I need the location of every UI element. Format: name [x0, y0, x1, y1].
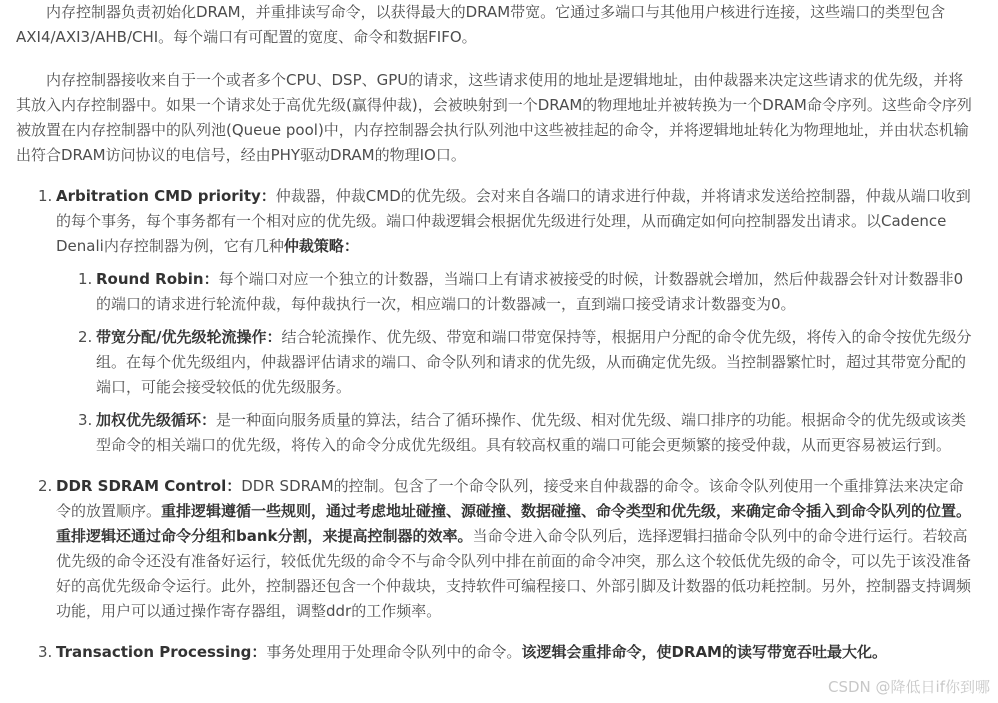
- sub-text: 结合轮流操作、优先级、带宽和端口带宽保持等，根据用户分配的命令优先级，将传入的命令按优先级分组。在每个优先级组内，仲裁器评估请求的端口、命令队列和请求的优先级，从而确定优先级。当控制器繁忙时，超过其带宽分配的端口，可能会接受较低的优先级服务。: [96, 328, 972, 396]
- item-bold-mid: 重排逻辑遵循一些规则，通过考虑地址碰撞、源碰撞、数据碰撞、命令类型和优先级，来确定命令插入到命令队列的位置。重排逻辑还通过命令分组和bank分割，来提高控制器的效率。: [56, 502, 972, 545]
- list-number: 3.: [38, 643, 53, 661]
- list-number: 1.: [38, 187, 53, 205]
- watermark: CSDN @降低日if你到哪: [828, 678, 990, 696]
- intro-paragraph-2: 内存控制器接收来自于一个或者多个CPU、DSP、GPU的请求，这些请求使用的地址是逻辑地址，由仲裁器来决定这些请求的优先级，并将其放入内存控制器中。如果一个请求处于高优先级(赢得仲裁)，会被映射到一个DRAM的物理地址并被转换为一个DRAM命令序列。这些命令序列被放置在内存控制器中的队列池(Queue pool)中，内存控制器会执行队列池中这些被挂起的命令，并将逻辑地址转化为物理地址，并由状态机输出符合DRAM访问协议的电信号，经由PHY驱动DRAM的物理IO口。: [16, 71, 972, 164]
- sub-title: 带宽分配/优先级轮流操作：: [96, 328, 282, 346]
- item-bold-tail: 仲裁策略：: [283, 237, 359, 255]
- intro-paragraph-1: 内存控制器负责初始化DRAM，并重排读写命令，以获得最大的DRAM带宽。它通过多端口与其他用户核进行连接，这些端口的类型包含AXI4/AXI3/AHB/CHI。每个端口有可配置的宽度、命令和数据FIFO。: [16, 3, 946, 46]
- list-number: 2.: [38, 477, 53, 495]
- sub-number: 3.: [78, 411, 93, 429]
- main-list: [16, 184, 978, 665]
- sub-item-bandwidth: [56, 325, 978, 400]
- sub-item-weighted: [56, 408, 978, 458]
- sub-title: 加权优先级循环：: [96, 411, 217, 429]
- item-bold-tail: 该逻辑会重排命令，使DRAM的读写带宽吞吐最大化。: [521, 643, 887, 661]
- item-title: Arbitration CMD priority：: [56, 187, 276, 205]
- item-text: DDR SDRAM的控制。包含了一个命令队列，接受来自仲裁器的命令。该命令队列使用一个重排算法来决定命令的放置顺序。: [56, 477, 964, 520]
- sub-number: 2.: [78, 328, 93, 346]
- sub-text: 每个端口对应一个独立的计数器，当端口上有请求被接受的时候，计数器就会增加，然后仲裁器会针对计数器非0的端口的请求进行轮流仲裁，每仲裁执行一次，相应端口的计数器减一，直到端口接受请求计数器变为0。: [96, 270, 964, 313]
- list-item-ddr-control: [16, 474, 978, 624]
- item-text-2: 当命令进入命令队列后，选择逻辑扫描命令队列中的命令进行运行。若较高优先级的命令还没有准备好运行，较低优先级的命令不与命令队列中排在前面的命令冲突，那么这个较低优先级的命令，可以先于该没准备好的高优先级命令运行。此外，控制器还包含一个仲裁块，支持软件可编程接口、外部引脚及计数器的低功耗控制。另外，控制器支持调频功能，用户可以通过操作寄存器组，调整ddr的工作频率。: [56, 527, 972, 620]
- article-body: [16, 0, 978, 681]
- item-text: 仲裁器，仲裁CMD的优先级。会对来自各端口的请求进行仲裁，并将请求发送给控制器，仲裁从端口收到的每个事务，每个事务都有一个相对应的优先级。端口仲裁逻辑会根据优先级进行处理，从而确定如何向控制器发出请求。以Cadence Denali内存控制器为例，它有几种: [56, 187, 971, 255]
- arbitration-strategy-list: [56, 267, 978, 458]
- list-item-arbitration: [16, 184, 978, 458]
- sub-number: 1.: [78, 270, 93, 288]
- item-title: DDR SDRAM Control：: [56, 477, 242, 495]
- item-title: Transaction Processing：: [56, 643, 267, 661]
- sub-title: Round Robin：: [96, 270, 219, 288]
- sub-item-round-robin: [56, 267, 978, 317]
- sub-text: 是一种面向服务质量的算法，结合了循环操作、优先级、相对优先级、端口排序的功能。根据命令的优先级或该类型命令的相关端口的优先级，将传入的命令分成优先级组。具有较高权重的端口可能会更频繁的接受仲裁，从而更容易被运行到。: [96, 411, 967, 454]
- list-item-transaction: [16, 640, 978, 665]
- item-text: 事务处理用于处理命令队列中的命令。: [266, 643, 522, 661]
